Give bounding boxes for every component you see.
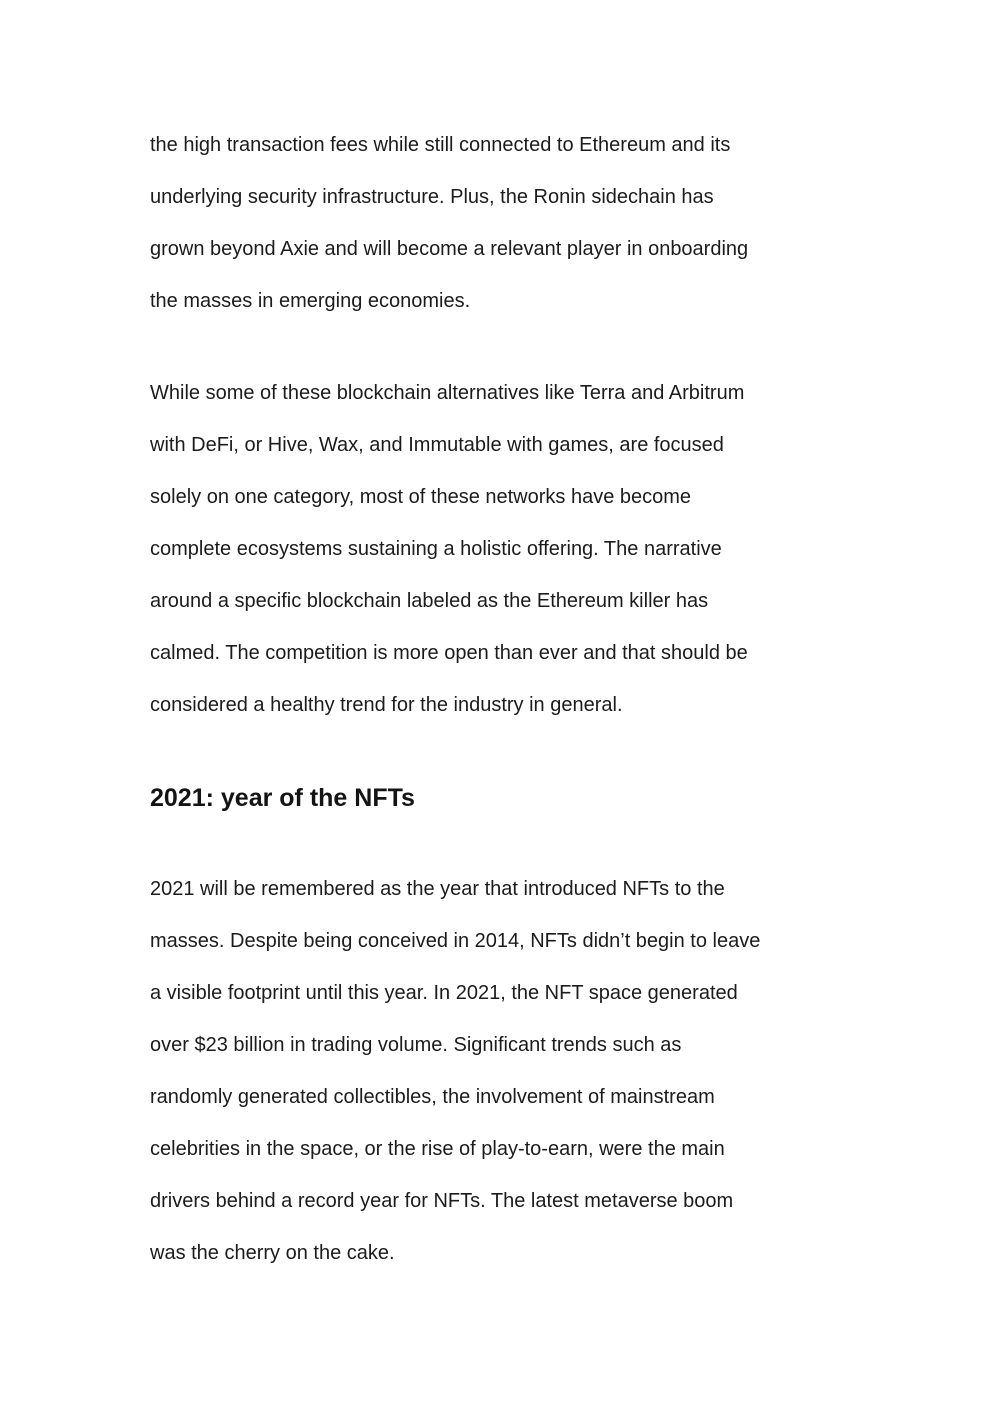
text-line: calmed. The competition is more open than ever and that should be [150, 642, 748, 664]
text-line: celebrities in the space, or the rise of play-to-earn, were the main [150, 1138, 725, 1160]
text-line: over $23 billion in trading volume. Significant trends such as [150, 1034, 682, 1056]
text-line: grown beyond Axie and will become a relevant player in onboarding [150, 238, 749, 260]
text-line: a visible footprint until this year. In 2021, the NFT space generated [150, 982, 738, 1004]
text-line: around a specific blockchain labeled as the Ethereum killer has [150, 590, 709, 612]
text-line: While some of these blockchain alternatives like Terra and Arbitrum [150, 382, 745, 404]
text-line: masses. Despite being conceived in 2014, NFTs didn’t begin to leave [150, 930, 761, 952]
text-line: considered a healthy trend for the industry in general. [150, 694, 623, 716]
text-line: 2021 will be remembered as the year that introduced NFTs to the [150, 878, 725, 900]
text-line: underlying security infrastructure. Plus, the Ronin sidechain has [150, 186, 714, 208]
text-line: the masses in emerging economies. [150, 290, 471, 312]
text-line: the high transaction fees while still connected to Ethereum and its [150, 134, 731, 156]
text-line: solely on one category, most of these networks have become [150, 486, 692, 508]
text-line: complete ecosystems sustaining a holistic offering. The narrative [150, 538, 722, 560]
section-heading: 2021: year of the NFTs [150, 784, 415, 812]
text-line: with DeFi, or Hive, Wax, and Immutable with games, are focused [150, 434, 724, 456]
text-line: randomly generated collectibles, the involvement of mainstream [150, 1086, 715, 1108]
text-line: drivers behind a record year for NFTs. The latest metaverse boom [150, 1190, 734, 1212]
text-line: was the cherry on the cake. [150, 1242, 395, 1264]
